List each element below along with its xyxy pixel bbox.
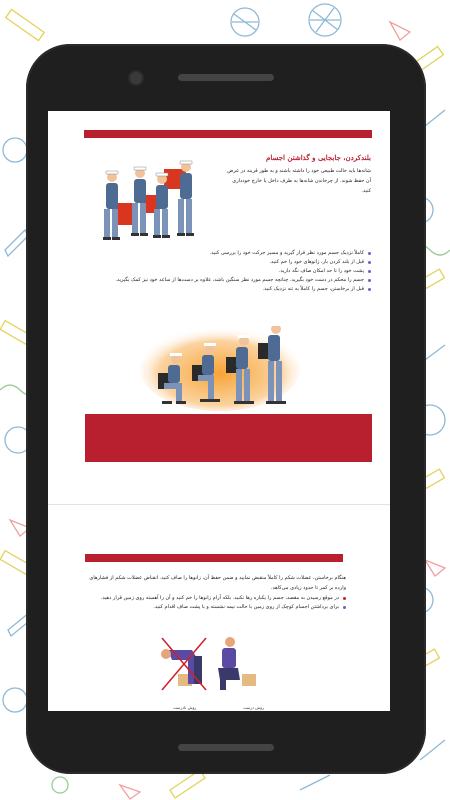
list-item: در موقع رسیدن به مقصد، جسم را یکباره رها نکنید. بلکه آرام زانوها را خم کنید و آن را آهسته روی زمین قرار دهید. [88, 594, 346, 603]
intro-paragraph: هنگام برخاستن، عضلات شکم را کاملاً منقبض نمایید و ضمن حفظ آن، زانوها را صاف کنید. انقباض عضلات شکم از فشارهای وارده بر کمر تا حدود زیادی می‌کاهد. [89, 575, 346, 591]
lifting-sequence-illustration [140, 321, 300, 411]
header-red-bar [84, 130, 372, 138]
earpiece-speaker [178, 74, 274, 81]
list-item: کاملاً نزدیک جسم مورد نظر قرار گیرید و مسیر حرکت خود را بررسی کنید. [88, 249, 371, 258]
list-item: پشت خود را تا حد امکان صاف نگه دارید. [88, 267, 371, 276]
list-item: برای برداشتن اجسام کوچک از روی زمین با حالت نیمه نشسته و با پشت صاف اقدام کنید. [88, 603, 346, 612]
bottom-speaker [178, 744, 274, 751]
book-page-bottom [48, 505, 390, 711]
red-banner-block [85, 414, 372, 462]
safety-steps-list [88, 594, 346, 612]
header-red-bar [85, 554, 343, 562]
wrong-vs-right-posture-illustration [158, 630, 278, 702]
list-item: جسم را محکم در دست خود بگیرید. چنانچه جسم مورد نظر سنگین باشد، علاوه بر دست‌ها از ساعد خود نیز کمک بگیرید. [88, 276, 371, 285]
book-page-top [48, 111, 390, 504]
section-title: بلندکردن، جابجایی و گذاشتن اجسام [266, 153, 371, 162]
intro-paragraph: شانه‌ها باید حالت طبیعی خود را داشته باشند و به طور قرینه در عرض آن حفظ شوند. از چرخاندن شانه‌ها به طرف داخل یا خارج خودداری کنید. [227, 168, 371, 194]
wrong-posture-caption: روش نادرست [173, 705, 197, 710]
right-posture-caption: روش درست [243, 705, 265, 710]
workers-carrying-illustration [98, 155, 216, 245]
list-item: قبل از برخاستن، جسم را کاملاً به تنه نزدیک کنید. [88, 285, 371, 294]
list-item: قبل از بلند کردن بار، زانوهای خود را خم کنید. [88, 258, 371, 267]
safety-steps-list [88, 249, 371, 294]
front-camera [130, 72, 142, 84]
app-screen[interactable] [48, 111, 390, 711]
